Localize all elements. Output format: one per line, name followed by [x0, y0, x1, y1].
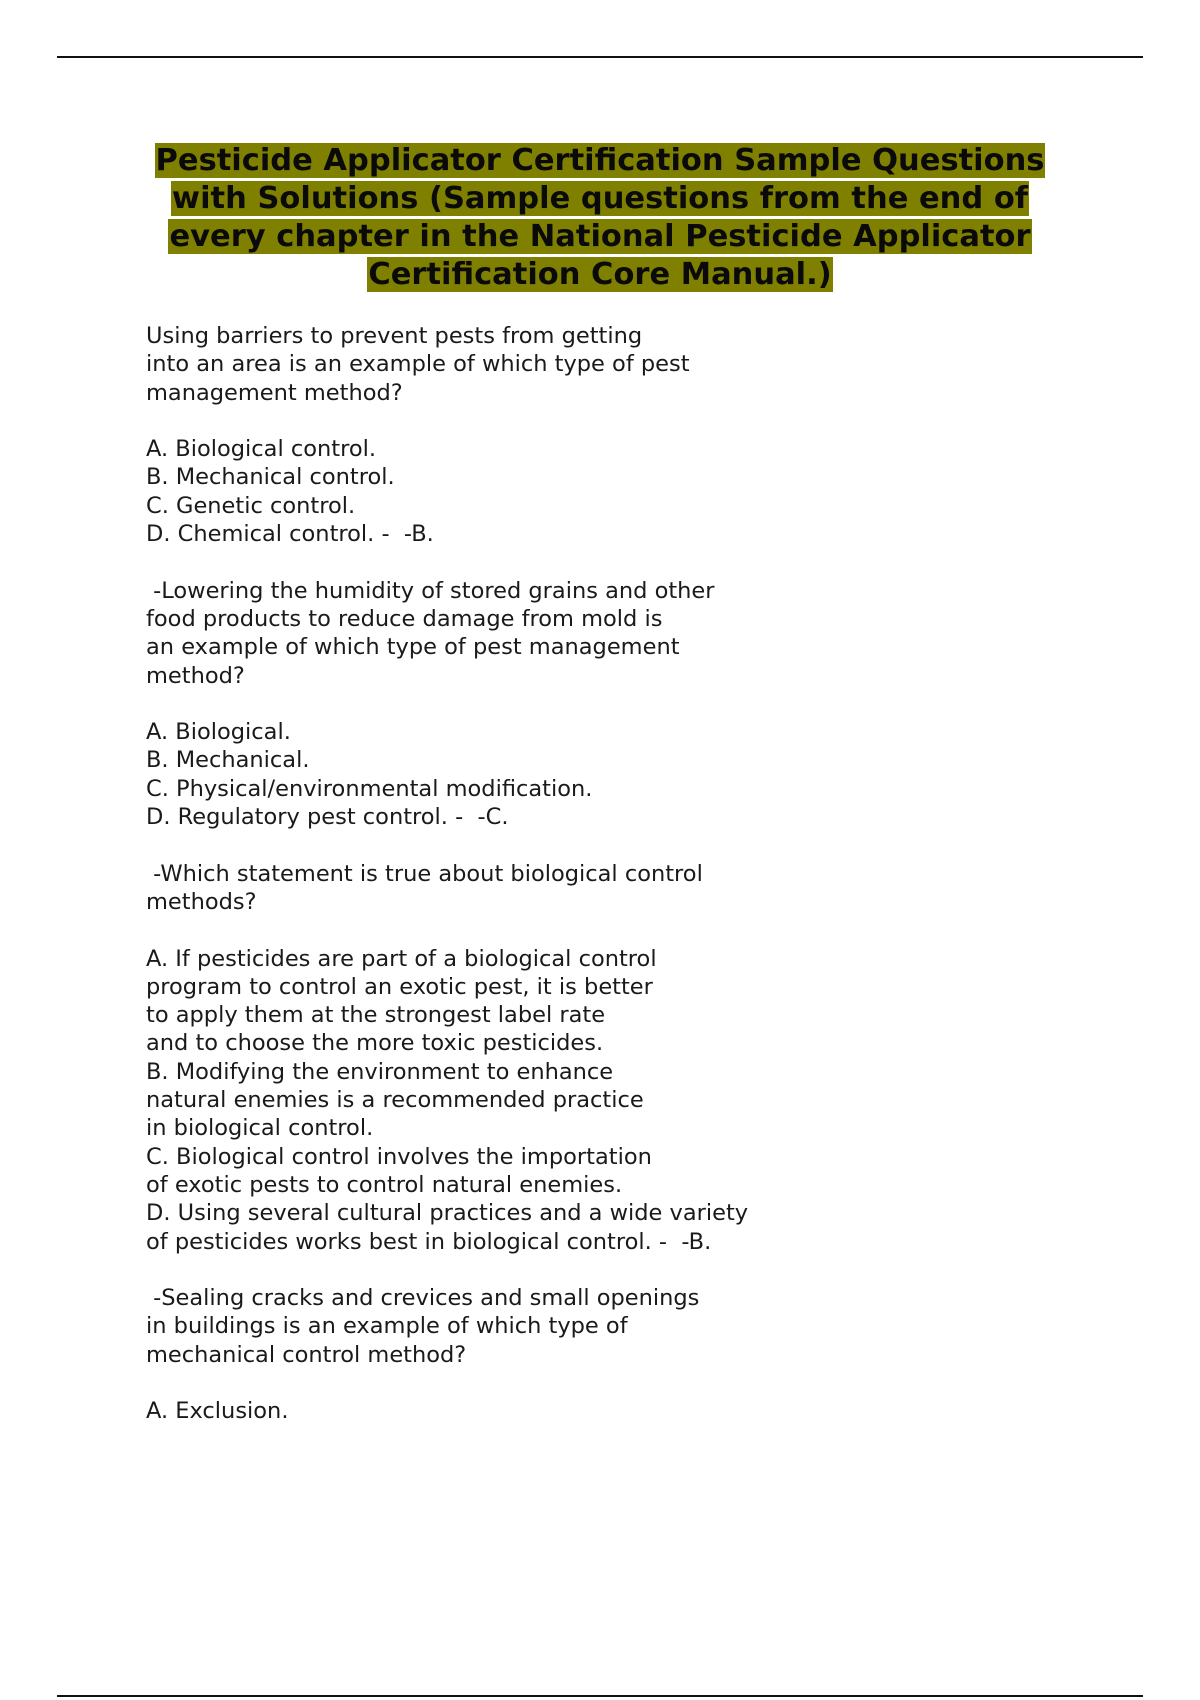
question-text: in buildings is an example of which type of — [146, 1313, 628, 1340]
question-text: an example of which type of pest management — [146, 634, 680, 661]
question-block — [146, 577, 1046, 860]
answer-option: D. Regulatory pest control. - -C. — [146, 804, 509, 831]
title-line-4: Certification Core Manual.) — [368, 257, 832, 292]
answer-option: A. Exclusion. — [146, 1398, 289, 1425]
answer-option: of pesticides works best in biological control. - -B. — [146, 1228, 712, 1255]
question-text: methods? — [146, 888, 257, 915]
spacer — [146, 1256, 1046, 1284]
answer-option: C. Genetic control. — [146, 492, 356, 519]
spacer — [146, 407, 1046, 435]
question-block — [146, 1284, 1046, 1425]
spacer — [146, 831, 1046, 859]
document-title — [110, 142, 1090, 294]
answer-option: C. Physical/environmental modification. — [146, 775, 593, 802]
spacer — [146, 1369, 1046, 1397]
question-text: food products to reduce damage from mold is — [146, 605, 663, 632]
questions-body — [146, 322, 1046, 1426]
question-text: Using barriers to prevent pests from getting — [146, 323, 643, 349]
question-text: -Which statement is true about biological control — [146, 860, 703, 887]
title-line-1: Pesticide Applicator Certification Sample Questions — [155, 143, 1045, 178]
spacer — [146, 916, 1046, 944]
answer-option: and to choose the more toxic pesticides. — [146, 1030, 604, 1057]
answer-option: A. Biological control. — [146, 436, 377, 463]
answer-option: in biological control. — [146, 1115, 374, 1142]
answer-option: program to control an exotic pest, it is better — [146, 973, 653, 1000]
answer-option: to apply them at the strongest label rate — [146, 1002, 606, 1029]
spacer — [146, 690, 1046, 718]
question-text: -Lowering the humidity of stored grains and other — [146, 577, 715, 604]
answer-option: B. Modifying the environment to enhance — [146, 1058, 614, 1085]
answer-option: B. Mechanical control. — [146, 464, 395, 491]
answer-option: natural enemies is a recommended practice — [146, 1087, 644, 1114]
answer-option: D. Using several cultural practices and a wide variety — [146, 1200, 749, 1227]
answer-option: of exotic pests to control natural enemies. — [146, 1171, 623, 1198]
question-text: management method? — [146, 379, 403, 406]
answer-option: A. If pesticides are part of a biological control — [146, 945, 657, 972]
answer-option: C. Biological control involves the importation — [146, 1143, 652, 1170]
title-line-3: every chapter in the National Pesticide Applicator — [169, 219, 1031, 254]
question-text: method? — [146, 662, 245, 689]
answer-option: B. Mechanical. — [146, 747, 310, 774]
question-block — [146, 322, 1046, 577]
top-rule — [57, 56, 1143, 58]
question-block — [146, 860, 1046, 1284]
spacer — [146, 548, 1046, 576]
question-text: into an area is an example of which type of pest — [146, 351, 690, 378]
answer-option: D. Chemical control. - -B. — [146, 521, 434, 548]
question-text: mechanical control method? — [146, 1341, 467, 1368]
title-line-2: with Solutions (Sample questions from the end of — [171, 181, 1029, 216]
bottom-rule — [57, 1695, 1143, 1697]
answer-option: A. Biological. — [146, 719, 291, 746]
question-text: -Sealing cracks and crevices and small openings — [146, 1285, 700, 1312]
